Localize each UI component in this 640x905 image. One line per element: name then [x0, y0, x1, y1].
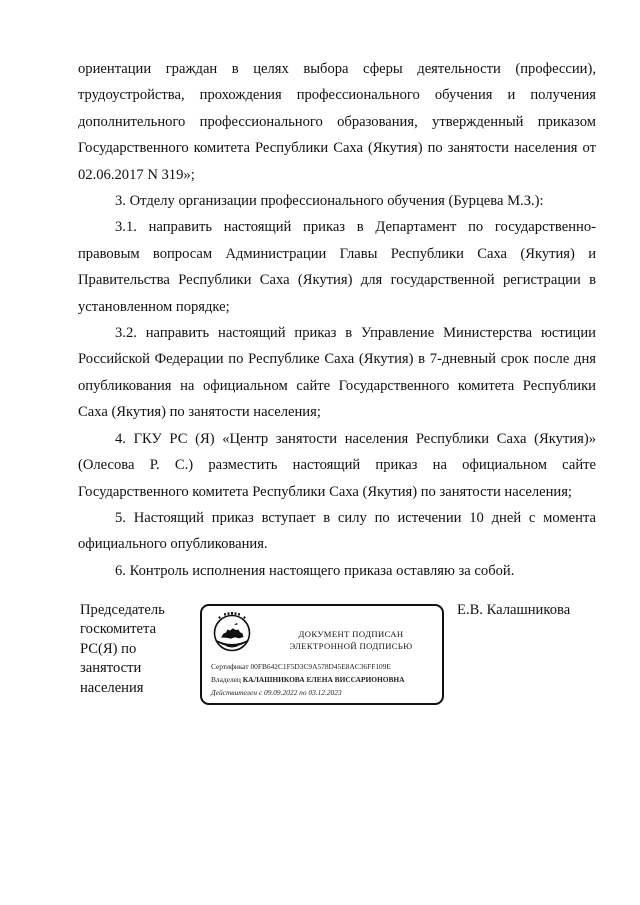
signatory-name: Е.В. Калашникова	[457, 602, 571, 618]
paragraph-item-6: 6. Контроль исполнения настоящего приказа оставляю за собой.	[115, 562, 515, 579]
owner-value: КАЛАШНИКОВА ЕЛЕНА ВИССАРИОНОВНА	[242, 675, 405, 684]
paragraph-item-5: 5. Настоящий приказ вступает в силу по истечении 10 дней с момента официального опубликования.	[78, 509, 596, 553]
position-line: РС(Я) по	[80, 640, 137, 657]
position-line: Председатель	[80, 602, 165, 618]
electronic-signature-stamp	[200, 604, 444, 705]
certificate-label: Сертификат	[211, 662, 249, 671]
signatory-position	[80, 601, 190, 698]
stamp-validity-line	[211, 688, 342, 698]
document-body	[78, 56, 596, 584]
position-line: госкомитета	[80, 621, 157, 638]
valid-label: Действителен	[211, 688, 257, 697]
valid-from-date: 09.09.2022	[264, 688, 298, 697]
stamp-heading	[266, 628, 436, 652]
position-line: занятости	[80, 660, 142, 677]
stamp-certificate-line	[211, 662, 391, 672]
stamp-owner-line	[211, 675, 405, 685]
paragraph-item-3-2: 3.2. направить настоящий приказ в Управление Министерства юстиции Российской Федерации по Республике Саха (Якутия) в 7-дневный срок после дня опубликования на официальном сайте Государственного комитета Республики Саха (Якутия) по занятости населения;	[78, 325, 596, 421]
position-line: населения	[80, 679, 144, 696]
certificate-value: 00FB642C1F5D3C9A578D45E8AC36FF109E	[250, 662, 391, 671]
coat-of-arms-icon	[210, 611, 254, 655]
paragraph-item-3: 3. Отделу организации профессионального обучения (Бурцева М.З.):	[115, 193, 544, 210]
stamp-heading-line: ДОКУМЕНТ ПОДПИСАН	[298, 629, 404, 639]
valid-to-date: 03.12.2023	[308, 688, 342, 697]
paragraph-continuation: ориентации граждан в целях выбора сферы деятельности (профессии), трудоустройства, прохождения профессионального обучения и получения дополнительного профессионального образования, утвержденный приказом Государственного комитета Республики Саха (Якутия) по занятости населения от 02.06.2017 N 319»;	[78, 61, 596, 183]
valid-from-label: с	[258, 688, 263, 697]
owner-label: Владелец	[211, 675, 241, 684]
valid-to-label: по	[299, 688, 307, 697]
paragraph-item-3-1: 3.1. направить настоящий приказ в Департамент по государственно-правовым вопросам Администрации Главы Республики Саха (Якутия) и Правительства Республики Саха (Якутия) для государственной регистрации в установленном порядке;	[78, 219, 596, 315]
paragraph-item-4: 4. ГКУ РС (Я) «Центр занятости населения Республики Саха (Якутия)» (Олесова Р. С.) разместить настоящий приказ на официальном сайте Государственного комитета Республики Саха (Якутия) по занятости населения;	[78, 430, 596, 500]
stamp-heading-line: ЭЛЕКТРОННОЙ ПОДПИСЬЮ	[289, 641, 413, 651]
